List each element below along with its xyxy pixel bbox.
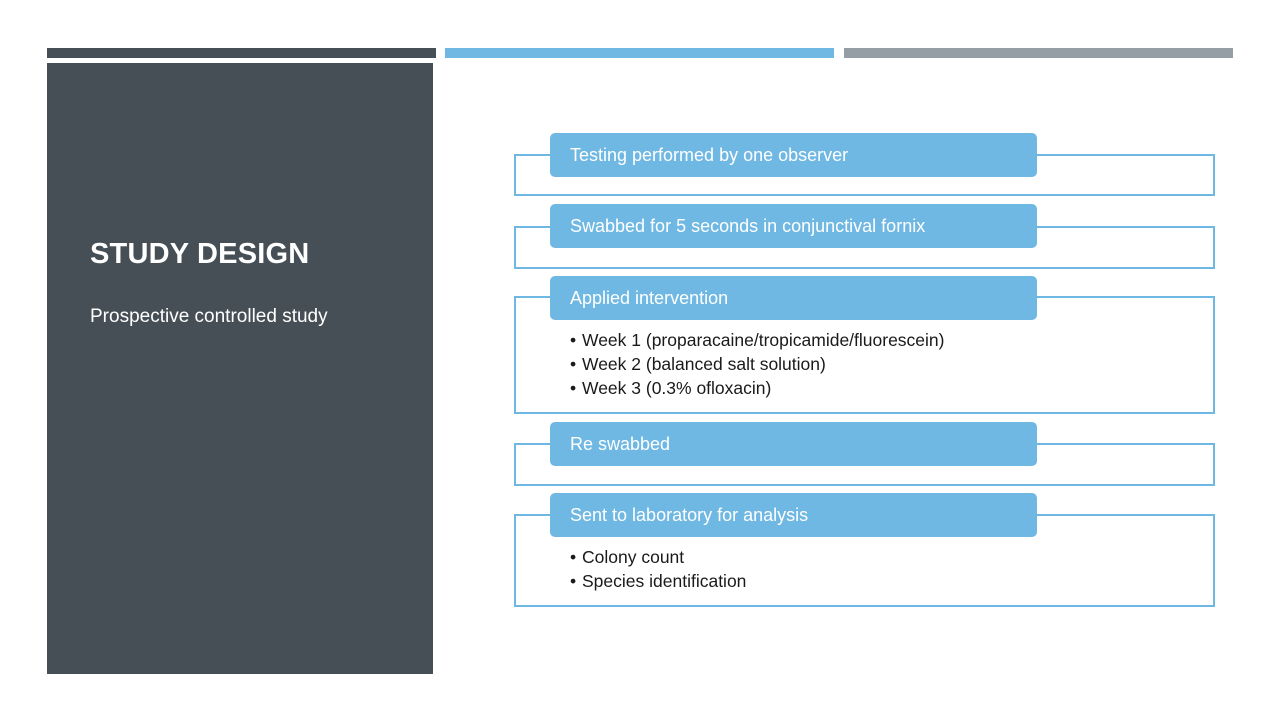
step-header-2: Swabbed for 5 seconds in conjunctival fornix (550, 204, 1037, 248)
bullet-item: • Colony count (570, 545, 746, 569)
slide-subtitle: Prospective controlled study (90, 306, 328, 327)
step-header-5: Sent to laboratory for analysis (550, 493, 1037, 537)
bullet-item: • Week 1 (proparacaine/tropicamide/fluorescein) (570, 328, 945, 352)
slide-title: STUDY DESIGN (90, 238, 310, 270)
step-header-3: Applied intervention (550, 276, 1037, 320)
step-header-1: Testing performed by one observer (550, 133, 1037, 177)
bullet-item: • Week 3 (0.3% ofloxacin) (570, 376, 945, 400)
step-header-4: Re swabbed (550, 422, 1037, 466)
bullet-item: • Species identification (570, 569, 746, 593)
step-3-bullets (570, 328, 945, 400)
step-5-bullets (570, 545, 746, 593)
bullet-item: • Week 2 (balanced salt solution) (570, 352, 945, 376)
